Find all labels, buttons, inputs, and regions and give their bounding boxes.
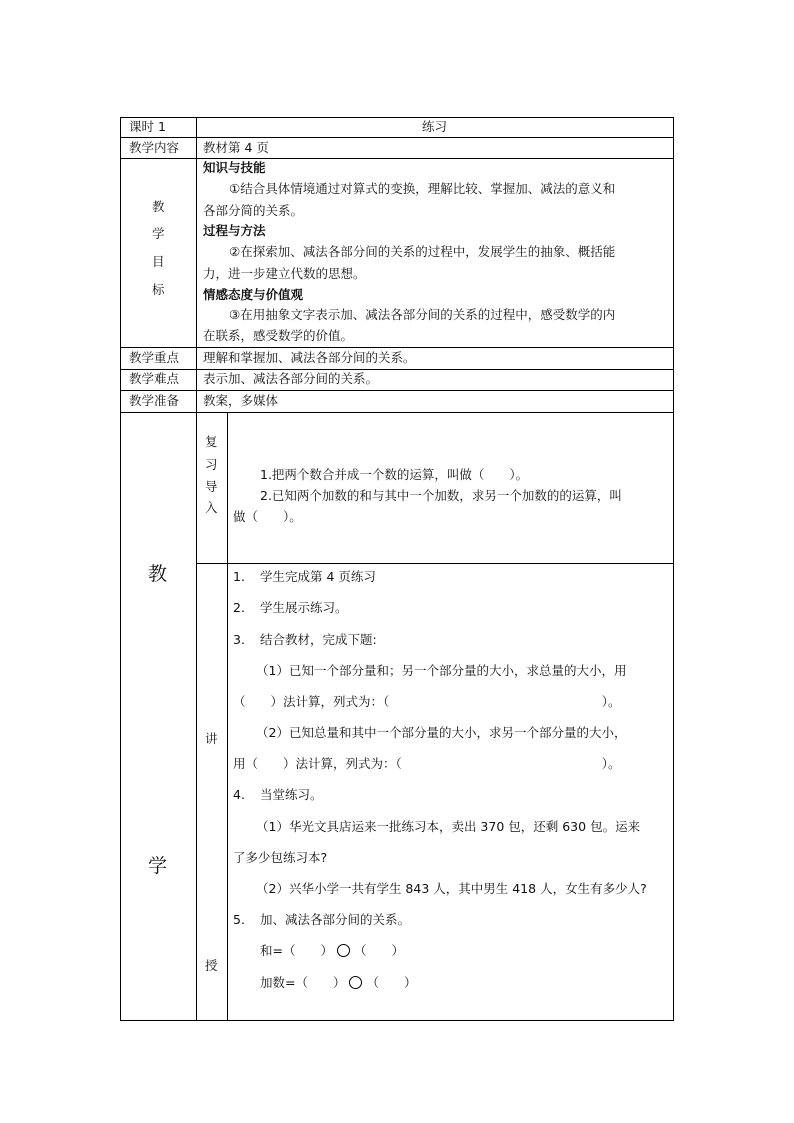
row-divider [120, 137, 674, 138]
lecture-item: 当堂练习。 [260, 787, 323, 802]
emotion-text: ③在用抽象文字表示加、减法各部分间的关系的过程中，感受数学的内 [229, 307, 616, 322]
difficulty-label: 教学难点 [129, 371, 180, 386]
sub-question-1: （ ）法计算，列式为：（ ）。 [233, 694, 621, 709]
process-heading: 过程与方法 [203, 223, 266, 238]
emotion-heading: 情感态度与价值观 [203, 287, 304, 302]
item-number: 1. [233, 569, 245, 584]
lecture-item: 学生展示练习。 [260, 600, 348, 615]
lesson-label: 课时 1 [129, 119, 166, 134]
lecture-label-char: 讲 [205, 731, 218, 746]
sub-question-1: （1）已知一个部分量和；另一个部分量的大小，求总量的大小，用 [256, 663, 627, 678]
knowledge-heading: 知识与技能 [203, 160, 266, 175]
exercise-1: （1）华光文具店运来一批练习本，卖出 370 包，还剩 630 包。运来 [256, 819, 641, 834]
sub-question-2: 用（ ）法计算，列式为：（ ）。 [233, 756, 621, 771]
column-divider [227, 412, 228, 1021]
difficulty-value: 表示加、减法各部分间的关系。 [203, 371, 379, 386]
lesson-title: 练习 [422, 119, 448, 134]
knowledge-text: ①结合具体情境通过对算式的变换，理解比较、掌握加、减法的意义和 [229, 181, 616, 196]
review-question-1: 1.把两个数合并成一个数的运算，叫做（ ）。 [260, 467, 529, 482]
lecture-item: 加、减法各部分间的关系。 [260, 912, 411, 927]
content-value: 教材第 4 页 [203, 140, 269, 155]
key-point-label: 教学重点 [129, 350, 180, 365]
review-label-char: 习 [205, 457, 218, 472]
teaching-label-char: 学 [148, 855, 168, 877]
relation-left: 和=（ ） [260, 943, 333, 958]
sub-question-2: （2）已知总量和其中一个部分量的大小，求另一个部分量的大小， [256, 725, 627, 740]
lecture-label-char: 授 [205, 958, 218, 973]
review-label-char: 复 [205, 434, 218, 449]
item-number: 4. [233, 787, 245, 802]
process-text: 力，进一步建立代数的思想。 [203, 266, 366, 281]
lecture-item: 学生完成第 4 页练习 [260, 569, 376, 584]
knowledge-text: 各部分简的关系。 [203, 203, 304, 218]
review-question-2: 做（ ）。 [233, 509, 302, 524]
exercise-2: （2）兴华小学一共有学生 843 人，其中男生 418 人，女生有多少人? [256, 881, 647, 896]
lecture-item: 结合教材，完成下题: [260, 632, 377, 647]
item-number: 3. [233, 632, 245, 647]
objectives-label-char: 教 [152, 199, 165, 214]
objectives-label-char: 标 [152, 282, 165, 297]
preparation-value: 教案，多媒体 [203, 393, 279, 408]
relation-right: （ ） [353, 943, 404, 958]
row-divider [120, 412, 674, 413]
emotion-text: 在联系，感受数学的价值。 [203, 328, 354, 343]
operator-circle-icon [349, 976, 362, 989]
preparation-label: 教学准备 [129, 393, 180, 408]
relation-left: 加数=（ ） [260, 975, 346, 990]
relation-addend [260, 975, 417, 991]
teaching-label-char: 教 [148, 563, 168, 585]
section-divider [196, 563, 674, 564]
relation-right: （ ） [366, 975, 417, 990]
item-number: 2. [233, 600, 245, 615]
content-label: 教学内容 [129, 140, 180, 155]
item-number: 5. [233, 912, 245, 927]
review-question-2: 2.已知两个加数的和与其中一个加数，求另一个加数的的运算，叫 [260, 488, 622, 503]
row-divider [120, 390, 674, 391]
relation-sum [260, 943, 404, 959]
review-label-char: 导 [205, 479, 218, 494]
row-divider [120, 369, 674, 370]
operator-circle-icon [337, 944, 350, 957]
objectives-label-char: 目 [152, 254, 165, 269]
key-point-value: 理解和掌握加、减法各部分间的关系。 [203, 350, 416, 365]
objectives-label-char: 学 [152, 226, 165, 241]
column-divider [196, 117, 197, 1021]
exercise-1: 了多少包练习本? [233, 850, 328, 865]
review-label-char: 入 [205, 500, 218, 515]
row-divider [120, 158, 674, 159]
row-divider [120, 347, 674, 348]
process-text: ②在探索加、减法各部分间的关系的过程中，发展学生的抽象、概括能 [229, 244, 616, 259]
